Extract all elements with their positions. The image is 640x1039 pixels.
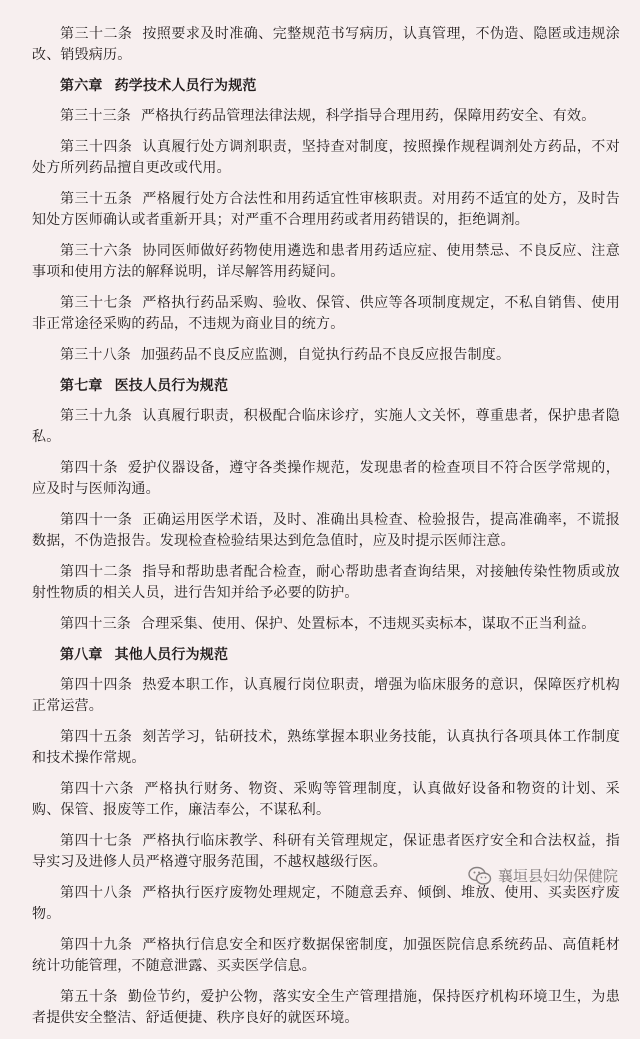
article-number: 第三十七条 [60,295,133,311]
article-paragraph [32,675,620,717]
chapter-number: 第七章 [60,378,103,394]
article-paragraph [32,987,620,1029]
article-paragraph [32,727,620,769]
article-text: 严格执行医疗废物处理规定，不随意丢弃、倾倒、堆放、使用、买卖医疗废物。 [32,885,620,922]
article-number: 第四十四条 [60,677,133,693]
watermark [468,865,618,886]
article-paragraph [32,189,620,231]
chapter-heading [32,645,620,666]
article-number: 第三十六条 [60,243,133,259]
article-text: 勤俭节约，爱护公物，落实安全生产管理措施，保持医疗机构环境卫生，为患者提供安全整洁、舒适便捷、秩序良好的就医环境。 [32,989,620,1026]
article-paragraph [32,241,620,283]
article-text: 严格执行药品采购、验收、保管、供应等各项制度规定，不私自销售、使用非正常途径采购的药品，不违规为商业目的统方。 [32,295,620,332]
article-number: 第三十五条 [60,191,133,207]
article-text: 严格执行财务、物资、采购等管理制度，认真做好设备和物资的计划、采购、保管、报废等工作，廉洁奉公，不谋私利。 [32,781,620,818]
chapter-number: 第八章 [60,647,103,663]
article-paragraph [32,137,620,179]
article-number: 第四十六条 [60,781,135,797]
article-number: 第三十八条 [60,347,131,363]
article-text: 合理采集、使用、保护、处置标本，不违规买卖标本，谋取不正当利益。 [141,616,596,632]
article-paragraph [32,406,620,448]
article-text: 按照要求及时准确、完整规范书写病历，认真管理，不伪造、隐匿或违规涂改、销毁病历。 [32,26,620,63]
article-number: 第四十七条 [60,833,133,849]
article-paragraph [32,510,620,552]
chapter-number: 第六章 [60,78,103,94]
article-text: 加强药品不良反应监测，自觉执行药品不良反应报告制度。 [141,347,511,363]
watermark-text: 襄垣县妇幼保健院 [497,867,618,885]
document-body [32,24,620,1039]
article-paragraph [32,293,620,335]
article-text: 严格履行处方合法性和用药适宜性审核职责。对用药不适宜的处方，及时告知处方医师确认或者重新开具；对严重不合理用药或者用药错误的，拒绝调剂。 [32,191,620,228]
article-number: 第四十条 [60,460,118,476]
article-number: 第四十五条 [60,729,133,745]
article-paragraph [32,24,620,66]
article-text: 爱护仪器设备，遵守各类操作规范，发现患者的检查项目不符合医学常规的，应及时与医师沟通。 [32,460,620,497]
article-paragraph [32,779,620,821]
article-text: 指导和帮助患者配合检查，耐心帮助患者查询结果，对接触传染性物质或放射性物质的相关人员，进行告知并给予必要的防护。 [32,564,620,601]
article-text: 热爱本职工作，认真履行岗位职责，增强为临床服务的意识，保障医疗机构正常运营。 [32,677,620,714]
article-number: 第四十九条 [60,937,133,953]
article-number: 第三十四条 [60,139,133,155]
chapter-title: 药学技术人员行为规范 [114,78,257,94]
article-text: 严格执行信息安全和医疗数据保密制度，加强医院信息系统药品、高值耗材统计功能管理，不随意泄露、买卖医学信息。 [32,937,620,974]
chapter-heading [32,76,620,97]
article-number: 第三十九条 [60,408,133,424]
article-text: 刻苦学习，钻研技术，熟练掌握本职业务技能，认真执行各项具体工作制度和技术操作常规。 [32,729,620,766]
article-number: 第三十三条 [60,108,131,124]
article-text: 严格执行临床教学、科研有关管理规定，保证患者医疗安全和合法权益，指导实习及进修人员严格遵守服务范围，不越权越级行医。 [32,833,620,870]
article-paragraph [32,935,620,977]
chapter-heading [32,376,620,397]
article-paragraph [32,562,620,604]
article-text: 认真履行处方调剂职责，坚持查对制度，按照操作规程调剂处方药品，不对处方所列药品擅自更改或代用。 [32,139,620,176]
article-paragraph [32,883,620,925]
article-number: 第四十八条 [60,885,133,901]
article-paragraph [32,458,620,500]
article-text: 认真履行职责，积极配合临床诊疗，实施人文关怀，尊重患者，保护患者隐私。 [32,408,620,445]
article-paragraph [32,345,620,366]
article-number: 第四十一条 [60,512,133,528]
article-number: 第五十条 [60,989,118,1005]
article-text: 严格执行药品管理法律法规，科学指导合理用药，保障用药安全、有效。 [141,108,596,124]
article-number: 第三十二条 [60,26,133,42]
article-number: 第四十二条 [60,564,133,580]
article-paragraph [32,614,620,635]
chapter-title: 医技人员行为规范 [114,378,229,394]
article-number: 第四十三条 [60,616,131,632]
article-paragraph [32,106,620,127]
wechat-icon [468,866,492,886]
article-text: 协同医师做好药物使用遴选和患者用药适应症、使用禁忌、不良反应、注意事项和使用方法的解释说明，详尽解答用药疑问。 [32,243,620,280]
chapter-title: 其他人员行为规范 [114,647,229,663]
article-text: 正确运用医学术语，及时、准确出具检查、检验报告，提高准确率，不谎报数据，不伪造报告。发现检查检验结果达到危急值时，应及时提示医师注意。 [32,512,620,549]
